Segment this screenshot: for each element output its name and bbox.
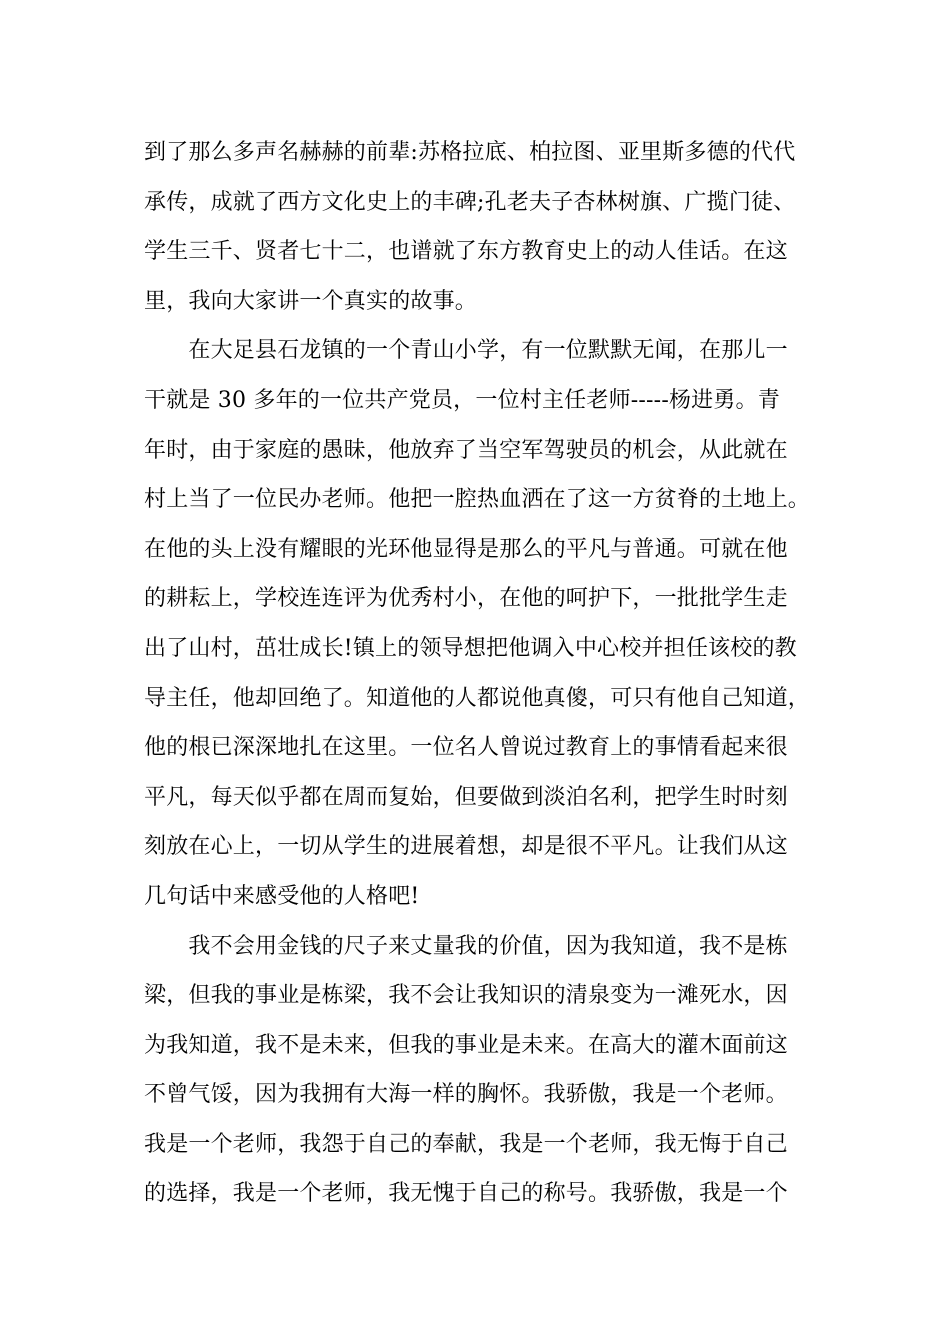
text-line: 平凡，每天似乎都在周而复始，但要做到淡泊名利，把学生时时刻: [144, 784, 788, 810]
text-line: 到了那么多声名赫赫的前辈:苏格拉底、柏拉图、亚里斯多德的代代: [144, 140, 796, 165]
text-line: 在他的头上没有耀眼的光环他显得是那么的平凡与普通。可就在他: [144, 536, 788, 562]
text-line: 几句话中来感受他的人格吧!: [144, 883, 420, 909]
body-text: [144, 128, 824, 1219]
text-line: 我不会用金钱的尺子来丈量我的价值，因为我知道，我不是栋: [144, 933, 788, 959]
text-line: 学生三千、贤者七十二，也谱就了东方教育史上的动人佳话。在这: [144, 239, 788, 265]
text-line: 里，我向大家讲一个真实的故事。: [144, 288, 478, 314]
text-line: 年时，由于家庭的愚昧，他放弃了当空军驾驶员的机会，从此就在: [144, 437, 788, 463]
text-line: 为我知道，我不是未来，但我的事业是未来。在高大的灌木面前这: [144, 1032, 788, 1058]
text-line: 他的根已深深地扎在这里。一位名人曾说过教育上的事情看起来很: [144, 735, 788, 761]
text-line: 的耕耘上，学校连连评为优秀村小，在他的呵护下，一批批学生走: [144, 586, 788, 612]
text-line: 梁，但我的事业是栋梁，我不会让我知识的清泉变为一滩死水，因: [144, 983, 788, 1009]
text-line: 干就是 30 多年的一位共产党员，一位村主任老师-----杨进勇。青: [144, 387, 780, 413]
text-line: 的选择，我是一个老师，我无愧于自己的称号。我骄傲，我是一个: [144, 1181, 788, 1207]
text-line: 承传，成就了西方文化史上的丰碑;孔老夫子杏林树旗、广揽门徒、: [144, 189, 796, 215]
text-line: 我是一个老师，我怨于自己的奉献，我是一个老师，我无悔于自己: [144, 1131, 788, 1157]
text-line: 出了山村，茁壮成长!镇上的领导想把他调入中心校并担任该校的教: [144, 635, 797, 661]
text-line: 在大足县石龙镇的一个青山小学，有一位默默无闻，在那儿一: [144, 338, 788, 364]
text-line: 导主任，他却回绝了。知道他的人都说他真傻，可只有他自己知道，: [144, 685, 811, 711]
text-line: 村上当了一位民办老师。他把一腔热血洒在了这一方贫脊的土地上。: [144, 487, 811, 513]
text-line: 刻放在心上，一切从学生的进展着想，却是很不平凡。让我们从这: [144, 834, 788, 860]
text-line: 不曾气馁，因为我拥有大海一样的胸怀。我骄傲，我是一个老师。: [144, 1082, 788, 1108]
